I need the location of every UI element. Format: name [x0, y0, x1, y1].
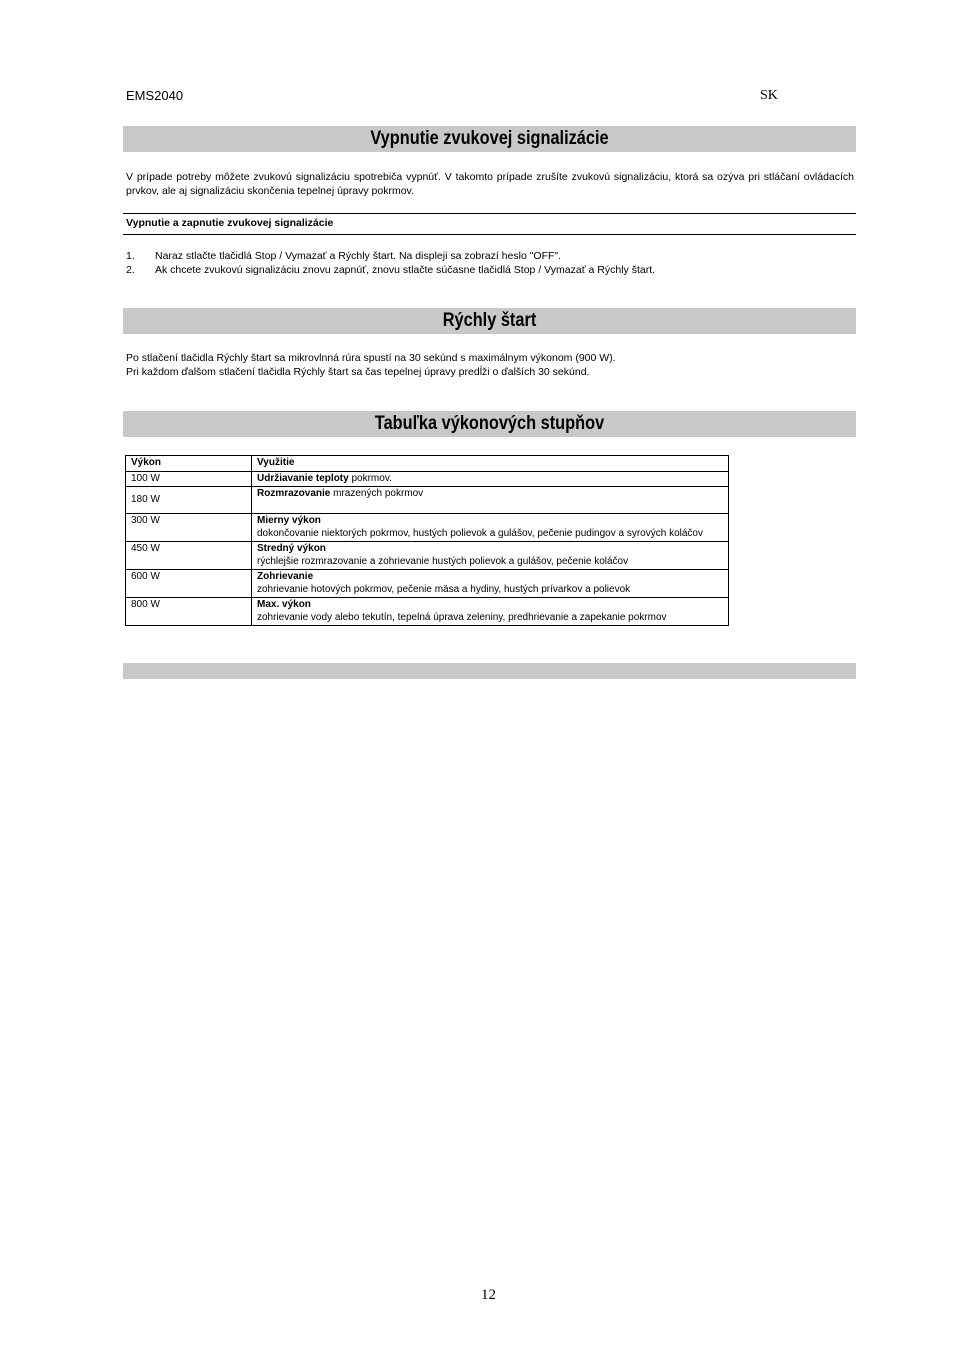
column-header: Výkon	[126, 456, 252, 472]
usage-name: Udržiavanie teploty	[257, 472, 349, 484]
usage-cell	[252, 514, 729, 542]
table-row	[126, 598, 729, 626]
table-row	[126, 542, 729, 570]
usage-desc: rýchlejšie rozmrazovanie a zohrievanie hustých polievok a gulášov, pečenie koláčov	[257, 555, 629, 567]
list-number: 2.	[126, 264, 135, 276]
power-cell: 600 W	[126, 570, 252, 598]
usage-desc: zohrievanie hotových pokrmov, pečenie mäsa a hydiny, hustých prívarkov a polievok	[257, 583, 631, 595]
power-cell: 300 W	[126, 514, 252, 542]
quickstart-line: Po stlačení tlačidla Rýchly štart sa mikrovlnná rúra spustí na 30 sekúnd s maximálnym výkonom (900 W).	[126, 352, 616, 364]
usage-cell	[252, 471, 729, 487]
list-text: Naraz stlačte tlačidlá Stop / Vymazať a Rýchly štart. Na displeji sa zobrazí heslo "OFF".	[155, 250, 562, 262]
table-row	[126, 471, 729, 487]
section-title: Vypnutie zvukovej signalizácie	[370, 128, 609, 149]
power-cell: 450 W	[126, 542, 252, 570]
model-number: EMS2040	[126, 88, 184, 103]
section-divider-band	[123, 663, 856, 679]
quickstart-paragraph	[126, 352, 854, 379]
usage-cell	[252, 542, 729, 570]
usage-name: Mierny výkon	[257, 515, 321, 526]
usage-name: Rozmrazovanie	[257, 488, 331, 499]
section-heading-power-table	[123, 411, 856, 437]
list-number: 1.	[126, 250, 135, 262]
usage-cell	[252, 570, 729, 598]
list-item	[126, 264, 854, 277]
list-item	[126, 250, 854, 263]
usage-desc: dokončovanie niektorých pokrmov, hustých polievok a gulášov, pečenie pudingov a syrových koláčov	[257, 527, 703, 539]
usage-name: Stredný výkon	[257, 543, 326, 554]
power-cell: 180 W	[126, 487, 252, 514]
section-title: Rýchly štart	[442, 310, 537, 331]
quickstart-line: Pri každom ďalšom stlačení tlačidla Rýchly štart sa čas tepelnej úpravy predĺži o ďalších 30 sekúnd.	[126, 365, 590, 378]
section-heading-sound	[123, 126, 856, 152]
usage-cell	[252, 487, 729, 514]
table-row	[126, 487, 729, 514]
page-number: 12	[481, 1287, 496, 1303]
section-heading-quickstart	[123, 308, 856, 334]
usage-desc: pokrmov.	[348, 472, 392, 484]
section-title: Tabuľka výkonových stupňov	[374, 413, 605, 434]
table-header-row	[126, 456, 729, 472]
sound-intro-paragraph: V prípade potreby môžete zvukovú signalizáciu spotrebiča vypnúť. V takomto prípade zrušíte zvukovú signalizáciu, ktorá sa ozýva pri stláčaní ovládacích prvkov, ale aj signalizáciu skončenia tepelnej úpravy pokrmov.	[126, 171, 854, 197]
usage-cell	[252, 598, 729, 626]
power-cell: 800 W	[126, 598, 252, 626]
subheading: Vypnutie a zapnutie zvukovej signalizácie	[126, 217, 334, 229]
column-header: Využitie	[252, 456, 729, 472]
power-cell: 100 W	[126, 471, 252, 487]
list-text: Ak chcete zvukovú signalizáciu znovu zapnúť, znovu stlačte súčasne tlačidlá Stop / Vymazať a Rýchly štart.	[155, 264, 656, 276]
usage-name: Max. výkon	[257, 599, 311, 610]
table-row	[126, 514, 729, 542]
usage-desc: zohrievanie vody alebo tekutín, tepelná úprava zeleniny, predhrievanie a zapekanie pokrmov	[257, 611, 667, 623]
language-code: SK	[760, 88, 778, 103]
usage-desc: mrazených pokrmov	[330, 488, 424, 499]
table-row	[126, 570, 729, 598]
usage-name: Zohrievanie	[257, 571, 314, 582]
subheading-box	[123, 213, 856, 235]
power-levels-table	[125, 455, 729, 626]
